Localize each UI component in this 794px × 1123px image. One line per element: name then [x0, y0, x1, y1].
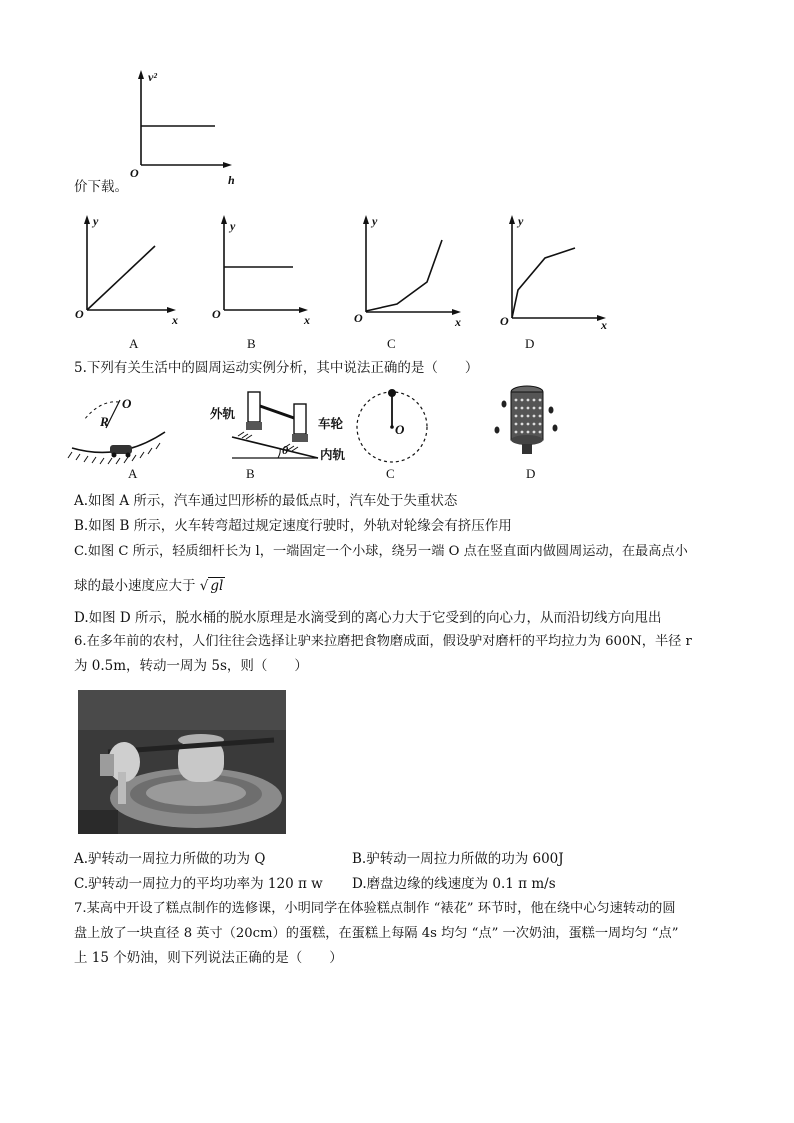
q4-d-xlabel: x — [601, 318, 607, 332]
q5-fig-b-label: B — [246, 466, 255, 481]
q5-fig-c-o: O — [395, 422, 405, 437]
q5-fig-b-inner: 内轨 — [320, 447, 346, 462]
q4-a-xlabel: x — [172, 313, 178, 327]
q6-option-c: C.驴转动一周拉力的平均功率为 120 π w — [74, 876, 323, 892]
q5-option-c-formula: gl — [210, 578, 224, 594]
q5-fig-a-o: O — [122, 396, 132, 411]
q5-fig-b-wheel: 车轮 — [318, 416, 344, 431]
q5-fig-c-label: C — [386, 466, 395, 481]
q4-c-label: C — [387, 336, 396, 351]
q6-line2: 为 0.5m，转动一周为 5s，则（ ） — [74, 658, 308, 674]
q5-stem: 5.下列有关生活中的圆周运动实例分析，其中说法正确的是（ ） — [74, 360, 479, 376]
millstone-photo-svg — [78, 690, 286, 834]
q4-a-ylabel: y — [93, 214, 99, 228]
q5-fig-d-label: D — [526, 466, 536, 481]
q6-option-d: D.磨盘边缘的线速度为 0.1 π m/s — [352, 876, 556, 892]
q4-a-label: A — [129, 336, 139, 351]
q5-option-c-text: 球的最小速度应大于 — [74, 578, 196, 594]
q5-option-a: A.如图 A 所示，汽车通过凹形桥的最低点时，汽车处于失重状态 — [74, 493, 458, 509]
q7-line3: 上 15 个奶油，则下列说法正确的是（ ） — [74, 950, 343, 966]
q5-option-c-line2 — [74, 576, 225, 596]
top-graph-xlabel: h — [228, 173, 235, 187]
q5-fig-a-label: A — [128, 466, 138, 481]
q4-d-label: D — [525, 336, 535, 351]
millstone-photo — [78, 690, 286, 834]
q5-option-c-line1: C.如图 C 所示，轻质细杆长为 l，一端固定一个小球，绕另一端 O 点在竖直面内做圆周运动，在最高点小 — [74, 544, 688, 559]
q4-b-ylabel: y — [230, 219, 236, 233]
q4-b-xlabel: x — [304, 313, 310, 327]
q5-fig-d-svg — [0, 0, 794, 480]
q7-line2: 盘上放了一块直径 8 英寸（20cm）的蛋糕，在蛋糕上每隔 4s 均匀 “点” 一次奶油，蛋糕一周均匀 “点” — [74, 926, 679, 941]
q4-a-origin: O — [75, 307, 84, 321]
top-graph-origin: O — [130, 166, 139, 180]
q5-option-d: D.如图 D 所示，脱水桶的脱水原理是水滴受到的离心力大于它受到的向心力，从而沿切线方向甩出 — [74, 610, 662, 626]
q4-c-origin: O — [354, 311, 363, 325]
q5-fig-a-r: R — [100, 414, 109, 429]
q4-b-label: B — [247, 336, 256, 351]
q6-option-b: B.驴转动一周拉力所做的功为 600J — [352, 851, 564, 867]
watermark-fragment: 价下载。 — [74, 179, 128, 195]
q4-d-ylabel: y — [518, 214, 524, 228]
q7-line1: 7.某高中开设了糕点制作的选修课，小明同学在体验糕点制作 “裱花” 环节时，他在绕中心匀速转动的圆 — [74, 901, 676, 916]
q5-option-b: B.如图 B 所示，火车转弯超过规定速度行驶时，外轨对轮缘会有挤压作用 — [74, 518, 512, 534]
q4-b-origin: O — [212, 307, 221, 321]
q4-d-origin: O — [500, 314, 509, 328]
q6-line1: 6.在多年前的农村，人们往往会选择让驴来拉磨把食物磨成面，假设驴对磨杆的平均拉力为 600N，半径 r — [74, 634, 692, 649]
q5-fig-b-outer: 外轨 — [210, 406, 236, 421]
top-graph-ylabel: v² — [148, 70, 157, 84]
q4-c-ylabel: y — [372, 214, 378, 228]
sqrt-symbol: √ — [199, 578, 209, 594]
q6-option-a: A.驴转动一周拉力所做的功为 Q — [74, 851, 266, 867]
q4-c-xlabel: x — [455, 315, 461, 329]
q5-fig-b-theta: θ — [282, 443, 289, 457]
